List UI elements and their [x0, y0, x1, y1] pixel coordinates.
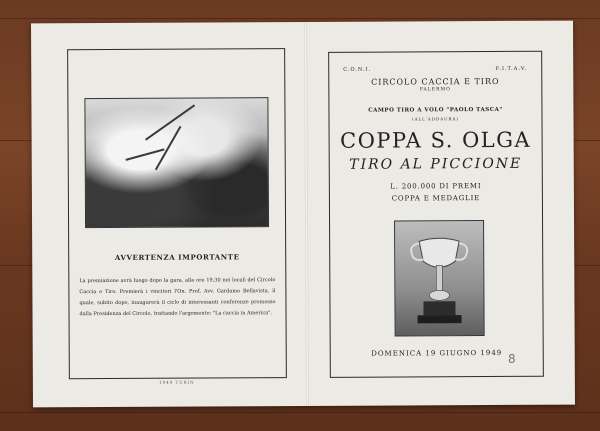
coni-abbr: C.O.N.I. [343, 66, 372, 73]
prize-items: COPPA E MEDAGLIE [391, 194, 481, 203]
event-subtitle: TIRO AL PICCIONE [349, 155, 523, 173]
printer-mark: 1949 TURIN [159, 379, 195, 385]
notice-body: La premiazione avrà luogo dopo la gara, alle ore 19,30 nei locali del Circolo Caccia e Tiro. Premierà i vincitori l'On. Prof. Avv. Gardamo Bellavista, il quale, subito dopo, inaugurerà il ciclo di interessanti conferenze promosso dalla Presidenza del Circolo, trattando l'argomento: "La caccia in America". [79, 277, 276, 318]
trophy-icon [395, 221, 484, 335]
center-fold [304, 22, 309, 406]
pencil-mark: 8 [508, 352, 516, 366]
prize-money: L. 200.000 DI PREMI [390, 182, 482, 191]
field-location: (ALL'ADDAURA) [412, 116, 459, 122]
notice-title: AVVERTENZA IMPORTANTE [114, 252, 240, 262]
left-page-frame [67, 48, 287, 379]
poster-sheet [31, 21, 575, 408]
event-date: DOMENICA 19 GIUGNO 1949 [371, 348, 503, 358]
shooting-field: CAMPO TIRO A VOLO "PAOLO TASCA" [368, 106, 503, 114]
fitav-abbr: F.I.T.A.V. [495, 65, 528, 72]
club-city: PALERMO [419, 87, 451, 93]
blossom-tree-photo [84, 97, 269, 228]
page-title: COPPA S. OLGA [340, 127, 532, 153]
right-page-frame [328, 51, 544, 378]
club-name: CIRCOLO CACCIA E TIRO [371, 76, 500, 87]
trophy-photo [394, 220, 485, 336]
